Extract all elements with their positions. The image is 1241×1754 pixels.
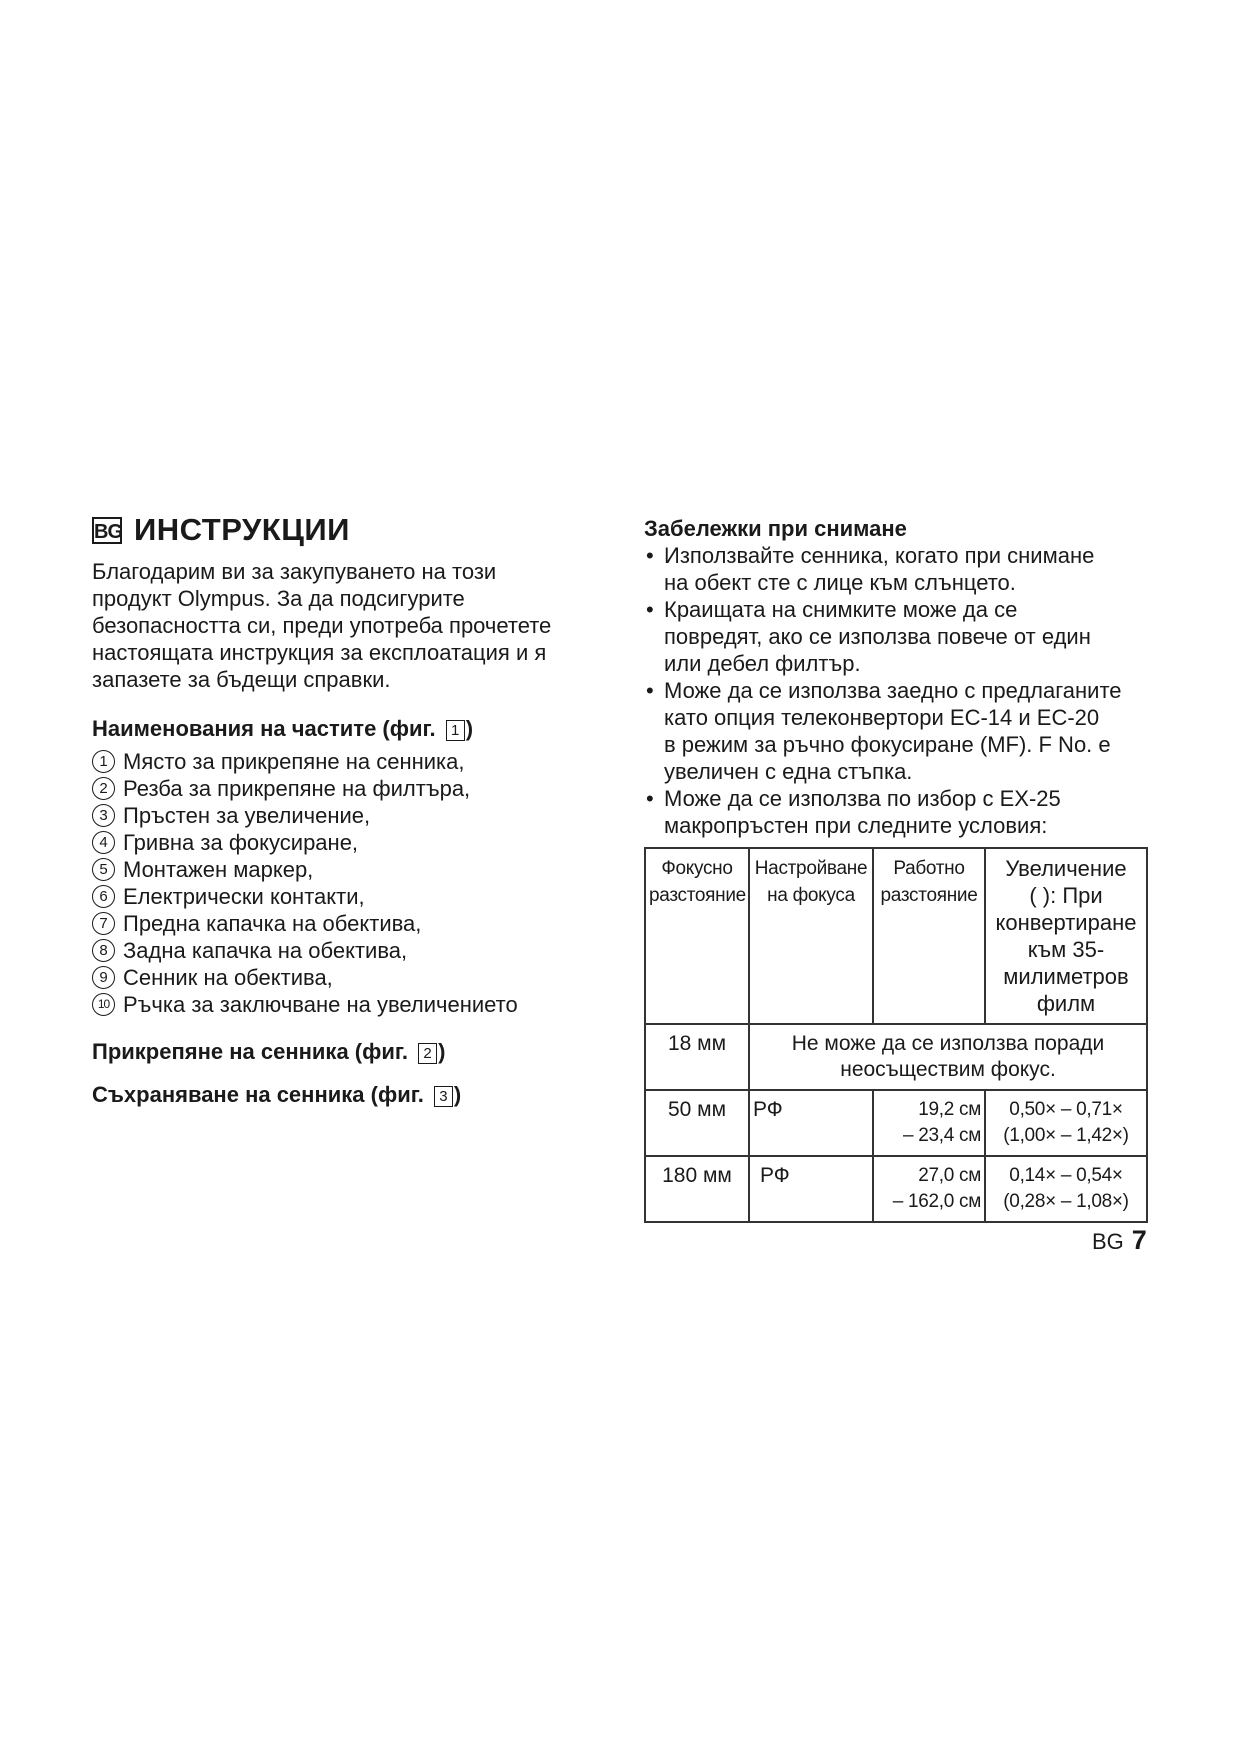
attach-heading-text: Прикрепяне на сенника (фиг. (92, 1039, 415, 1064)
cell-line: Не може да се използва поради (791, 1032, 1105, 1055)
cell-distance (873, 1156, 985, 1222)
cell-line: – 162,0 см (892, 1191, 981, 1212)
cell-line: – 23,4 см (903, 1125, 981, 1146)
note-line: като опция телеконвертори EC-14 и EC-20 (664, 705, 1100, 730)
list-item (92, 802, 612, 829)
header-line: разстояние (649, 885, 746, 906)
item-number: 2 (92, 777, 115, 800)
cell-focus: РФ (749, 1156, 873, 1222)
header-magnification (985, 848, 1147, 1024)
list-item (644, 542, 1154, 596)
store-heading-text: Съхраняване на сенника (фиг. (92, 1082, 430, 1107)
parts-heading-close: ) (465, 716, 474, 741)
cell-focal: 50 мм (645, 1090, 749, 1156)
cell-merged-note (749, 1024, 1147, 1090)
item-label: Монтажен маркер, (123, 857, 314, 882)
table-row (645, 1156, 1147, 1222)
cell-line: неосъществим фокус. (840, 1058, 1056, 1081)
item-label: Ръчка за заключване на увеличението (123, 992, 518, 1017)
list-item (92, 910, 612, 937)
attach-heading-close: ) (438, 1039, 446, 1064)
note-line: Може да се използва по избор с EX-25 (664, 786, 1061, 811)
list-item (92, 883, 612, 910)
cell-distance (873, 1090, 985, 1156)
header-line: разстояние (880, 885, 978, 906)
figure-ref: 2 (418, 1043, 437, 1064)
item-label: Резба за прикрепяне на филтъра, (123, 776, 471, 801)
right-column (644, 515, 1154, 1223)
cell-line: (1,00× – 1,42×) (1003, 1125, 1129, 1146)
header-focal-length (645, 848, 749, 1024)
list-item (92, 964, 612, 991)
note-line: или дебел филтър. (664, 651, 861, 676)
item-label: Сенник на обектива, (123, 965, 333, 990)
cell-focal: 180 мм (645, 1156, 749, 1222)
store-heading-close: ) (453, 1082, 462, 1107)
note-line: Краищата на снимките може да се (664, 597, 1018, 622)
item-label: Задна капачка на обектива, (123, 938, 408, 963)
item-label: Електрически контакти, (123, 884, 365, 909)
item-label: Място за прикрепяне на сенника, (123, 749, 465, 774)
notes-list (644, 542, 1154, 839)
table-row (645, 1090, 1147, 1156)
item-number: 6 (92, 885, 115, 908)
cell-focus: РФ (749, 1090, 873, 1156)
cell-magnification (985, 1090, 1147, 1156)
item-number: 9 (92, 966, 115, 989)
page-title: ИНСТРУКЦИИ (134, 512, 350, 547)
parts-heading (92, 715, 612, 742)
cell-magnification (985, 1156, 1147, 1222)
page-number: 7 (1131, 1225, 1147, 1255)
header-line: към 35- (1027, 937, 1105, 962)
item-number: 3 (92, 804, 115, 827)
list-item (644, 785, 1154, 839)
item-number: 1 (92, 750, 115, 773)
store-heading (92, 1081, 612, 1108)
attach-heading (92, 1038, 612, 1065)
language-badge: BG (92, 517, 122, 544)
cell-line: 19,2 см (918, 1099, 981, 1120)
list-item (92, 775, 612, 802)
list-item (644, 677, 1154, 785)
header-line: Настройване (754, 858, 868, 879)
header-line: милиметров (1003, 964, 1129, 989)
list-item (92, 829, 612, 856)
intro-line: запазете за бъдещи справки. (92, 667, 391, 692)
cell-line: 0,14× – 0,54× (1009, 1165, 1123, 1186)
header-line: Фокусно (661, 858, 733, 879)
title-row (92, 510, 612, 550)
intro-line: Благодарим ви за закупуването на този (92, 559, 497, 584)
note-line: на обект сте с лице към слънцето. (664, 570, 1016, 595)
item-number: 4 (92, 831, 115, 854)
item-label: Гривна за фокусиране, (123, 830, 359, 855)
intro-line: продукт Olympus. За да подсигурите (92, 586, 465, 611)
header-line: на фокуса (767, 885, 855, 906)
notes-heading: Забележки при снимане (644, 516, 907, 541)
table-header-row (645, 848, 1147, 1024)
figure-ref: 1 (446, 720, 465, 741)
footer-language: BG (1092, 1229, 1124, 1254)
cell-line: (0,28× – 1,08×) (1003, 1191, 1129, 1212)
header-working-distance (873, 848, 985, 1024)
list-item (92, 937, 612, 964)
parts-list (92, 748, 612, 1018)
left-column (92, 510, 612, 1108)
header-line: ( ): При (1029, 883, 1103, 908)
header-line: филм (1036, 991, 1096, 1016)
note-line: макропръстен при следните условия: (664, 813, 1048, 838)
note-line: повредят, ако се използва повече от един (664, 624, 1091, 649)
list-item (92, 748, 612, 775)
list-item (644, 596, 1154, 677)
cell-line: 0,50× – 0,71× (1009, 1099, 1123, 1120)
intro-line: настоящата инструкция за експлоатация и я (92, 640, 547, 665)
parts-heading-text: Наименования на частите (фиг. (92, 716, 442, 741)
item-number: 8 (92, 939, 115, 962)
list-item (92, 991, 612, 1018)
header-line: конвертиране (995, 910, 1137, 935)
figure-ref: 3 (434, 1086, 453, 1107)
cell-line: 27,0 см (918, 1165, 981, 1186)
intro-paragraph (92, 558, 612, 693)
header-line: Увеличение (1005, 856, 1127, 881)
intro-line: безопасността си, преди употреба прочетете (92, 613, 552, 638)
note-line: Може да се използва заедно с предлаганите (664, 678, 1122, 703)
table-row (645, 1024, 1147, 1090)
item-label: Предна капачка на обектива, (123, 911, 422, 936)
list-item (92, 856, 612, 883)
note-line: увеличен с една стъпка. (664, 759, 913, 784)
item-number: 7 (92, 912, 115, 935)
note-line: в режим за ръчно фокусиране (MF). F No. е (664, 732, 1111, 757)
page-footer (1092, 1225, 1147, 1256)
header-line: Работно (893, 858, 965, 879)
conditions-table (644, 847, 1148, 1223)
item-number: 10 (92, 993, 115, 1016)
header-focus-setting (749, 848, 873, 1024)
note-line: Използвайте сенника, когато при снимане (664, 543, 1095, 568)
cell-focal: 18 мм (645, 1024, 749, 1090)
item-number: 5 (92, 858, 115, 881)
item-label: Пръстен за увеличение, (123, 803, 371, 828)
